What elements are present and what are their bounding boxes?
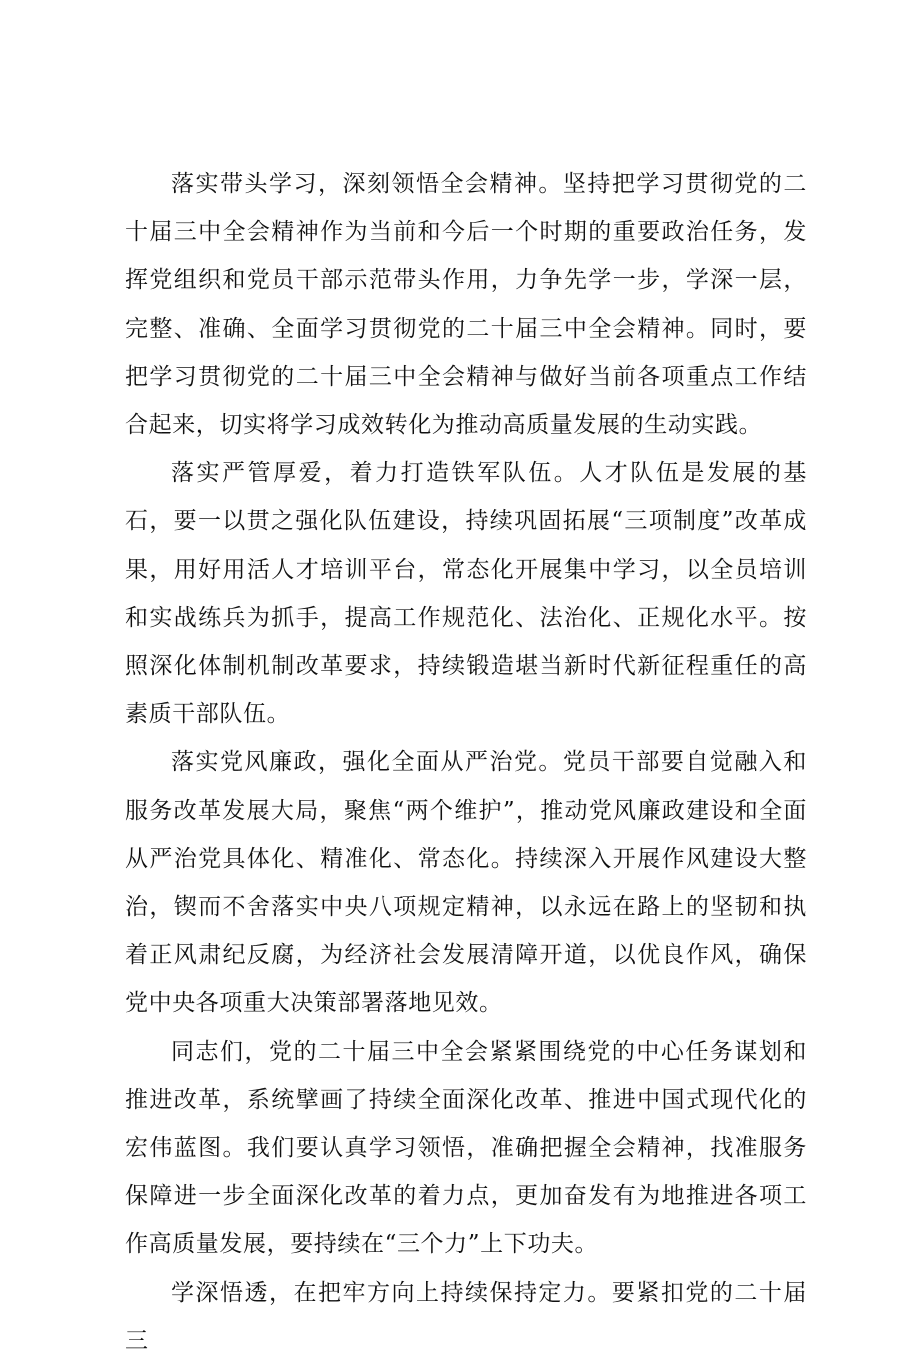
paragraph-5: 学深悟透，在把牢方向上持续保持定力。要紧扣党的二十届三 xyxy=(125,1279,807,1354)
paragraph-4: 同志们，党的二十届三中全会紧紧围绕党的中心任务谋划和推进改革，系统擘画了持续全面深化改革、推进中国式现代化的宏伟蓝图。我们要认真学习领悟，准确把握全会精神，找准服务保障进一步全面深化改革的着力点，更加奋发有为地推进各项工作高质量发展，要持续在“三个力”上下功夫。 xyxy=(125,1038,807,1258)
paragraph-2: 落实严管厚爱，着力打造铁军队伍。人才队伍是发展的基石，要一以贯之强化队伍建设，持续巩固拓展“三项制度”改革成果，用好用活人才培训平台，常态化开展集中学习，以全员培训和实战练兵为抓手，提高工作规范化、法治化、正规化水平。按照深化体制机制改革要求，持续锻造堪当新时代新征程重任的高素质干部队伍。 xyxy=(125,460,807,728)
document-body xyxy=(125,160,807,1365)
paragraph-1: 落实带头学习，深刻领悟全会精神。坚持把学习贯彻党的二十届三中全会精神作为当前和今后一个时期的重要政治任务，发挥党组织和党员干部示范带头作用，力争先学一步，学深一层，完整、准确、全面学习贯彻党的二十届三中全会精神。同时，要把学习贯彻党的二十届三中全会精神与做好当前各项重点工作结合起来，切实将学习成效转化为推动高质量发展的生动实践。 xyxy=(125,171,807,439)
paragraph-3: 落实党风廉政，强化全面从严治党。党员干部要自觉融入和服务改革发展大局，聚焦“两个维护”，推动党风廉政建设和全面从严治党具体化、精准化、常态化。持续深入开展作风建设大整治，锲而不舍落实中央八项规定精神，以永远在路上的坚韧和执着正风肃纪反腐，为经济社会发展清障开道，以优良作风，确保党中央各项重大决策部署落地见效。 xyxy=(125,749,807,1017)
